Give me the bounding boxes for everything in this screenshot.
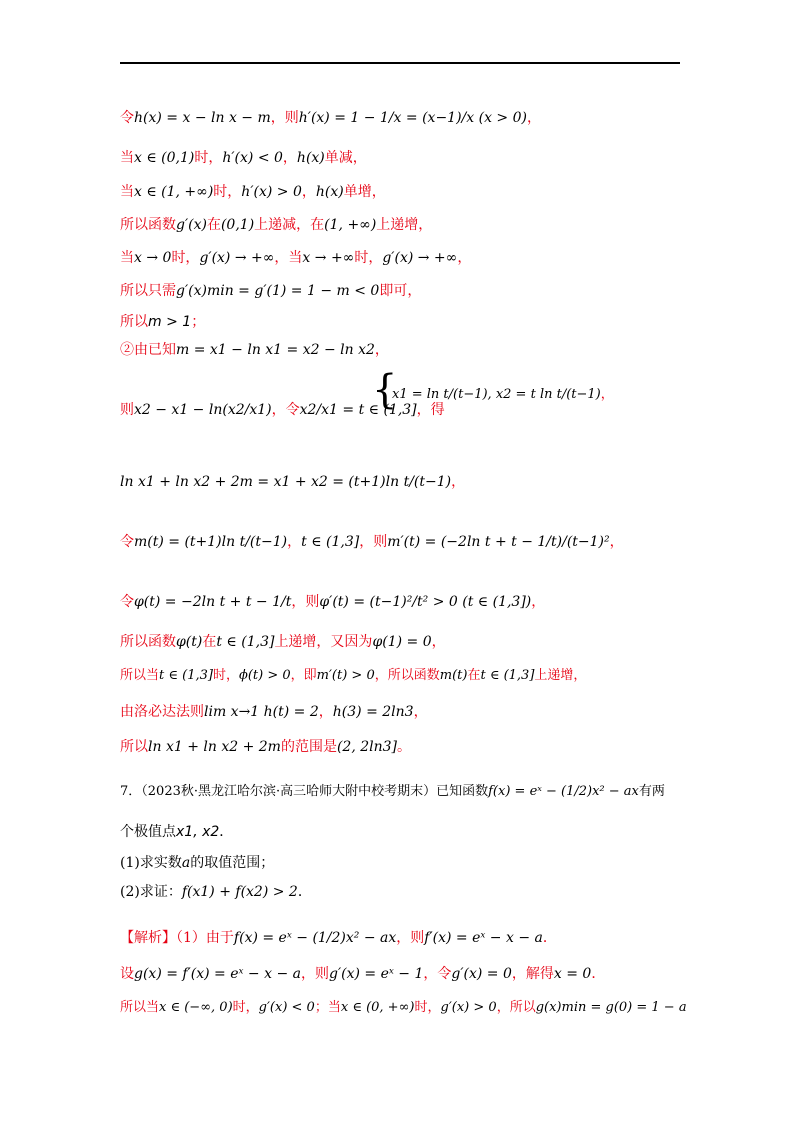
text-segment: ， — [282, 150, 297, 166]
math-expression: x ∈ (−∞, 0) — [159, 1000, 233, 1015]
text-segment: 单减， — [324, 150, 367, 166]
text-segment: ，得 — [416, 402, 445, 418]
math-expression: g′(x)min = g′(1) = 1 − m < 0 — [176, 283, 380, 299]
math-expression: x = 0 — [553, 966, 592, 982]
math-expression: a — [181, 855, 191, 871]
text-segment: ②由已知 — [120, 342, 176, 358]
math-expression: m′(t) > 0 — [316, 668, 375, 683]
math-expression: ln x1 + ln x2 + 2m = x1 + x2 = (t+1)ln t/(t−1) — [120, 474, 452, 490]
math-expression: ln x1 + ln x2 + 2m — [148, 739, 281, 755]
math-expression: x → 0 — [134, 250, 172, 266]
text-segment: 上递减，在 — [254, 217, 325, 233]
text-segment: 上递增， — [534, 668, 587, 683]
math-expression: lim x→1 h(t) = 2 — [204, 704, 319, 720]
text-segment: 。 — [397, 739, 411, 755]
header-rule — [120, 62, 680, 64]
text-segment: 时， — [212, 668, 239, 683]
line-5 — [120, 248, 471, 268]
text-segment: 上递增，又因为 — [274, 634, 373, 650]
line-3 — [120, 182, 386, 202]
text-segment: ，当 — [274, 250, 303, 266]
text-segment: ，令 — [423, 966, 452, 982]
line-15 — [120, 702, 428, 722]
math-expression: φ′(t) = (t−1)²/t² > 0 (t ∈ (1,3]) — [319, 594, 532, 610]
text-segment: (1)求实数 — [120, 855, 182, 871]
math-expression: g′(x) — [176, 217, 207, 233]
text-segment: ，则 — [270, 110, 299, 126]
math-expression: (0,1) — [220, 217, 255, 233]
text-segment: 令 — [120, 594, 134, 610]
text-segment: 时， — [414, 1000, 441, 1015]
text-segment: 所以 — [120, 739, 148, 755]
math-expression: x ∈ (0,1) — [134, 150, 195, 166]
text-segment: 有两 — [638, 784, 665, 799]
line-2 — [120, 148, 367, 168]
text-segment: 的取值范围； — [190, 855, 275, 871]
math-expression: m > 1 — [148, 314, 192, 330]
text-segment: 所以函数 — [120, 634, 176, 650]
text-segment: 由洛必达法则 — [120, 704, 204, 720]
line-11 — [120, 532, 624, 552]
math-expression: h(x) = x − ln x − m — [134, 110, 271, 126]
text-segment: ． — [219, 824, 234, 840]
math-expression: f(x) = eˣ − (1/2)x² − ax — [233, 930, 397, 946]
text-segment: 所以只需 — [120, 283, 176, 299]
math-expression: g′(x) = eˣ − 1 — [328, 966, 424, 982]
math-expression: h′(x) < 0 — [222, 150, 283, 166]
text-segment: 时， — [354, 250, 383, 266]
text-segment: 时， — [171, 250, 200, 266]
text-segment: 当 — [120, 150, 134, 166]
math-expression: h(x) — [296, 150, 325, 166]
math-expression: (2, 2ln3] — [336, 739, 397, 755]
text-segment: 当 — [120, 250, 134, 266]
text-segment: ． — [591, 966, 606, 982]
text-segment: ，则 — [291, 594, 320, 610]
text-segment: ，则 — [396, 930, 425, 946]
text-segment: ． — [542, 930, 557, 946]
text-segment: ， — [609, 534, 624, 550]
text-segment: 时， — [232, 1000, 259, 1015]
text-segment: 当 — [120, 184, 134, 200]
line-18 — [120, 822, 233, 842]
math-expression: x ∈ (1, +∞) — [134, 184, 214, 200]
text-segment: ， — [301, 184, 316, 200]
math-expression: φ(1) = 0 — [372, 634, 432, 650]
text-segment: 上递增， — [376, 217, 433, 233]
line-7 — [120, 312, 205, 332]
text-segment: 所以当 — [120, 1000, 160, 1015]
math-expression: t ∈ (1,3] — [159, 668, 213, 683]
math-expression: t ∈ (1,3] — [480, 668, 535, 683]
solution-line-3 — [120, 998, 687, 1018]
text-segment: 则 — [120, 402, 134, 418]
text-segment: 即可， — [379, 283, 422, 299]
line-6 — [120, 281, 421, 301]
question-part-1 — [120, 853, 274, 873]
text-segment: 单增， — [343, 184, 386, 200]
math-expression: ϕ(t) > 0 — [238, 668, 291, 683]
solution-line-2 — [120, 964, 605, 984]
math-expression: g(x) = f′(x) = eˣ − x − a — [134, 966, 301, 982]
math-expression: g′(x) < 0 — [258, 1000, 315, 1015]
math-expression: x ∈ (0, +∞) — [340, 1000, 415, 1015]
math-expression: x1, x2 — [176, 824, 220, 840]
text-segment: ，所以函数 — [374, 668, 440, 683]
math-expression: x → +∞ — [302, 250, 355, 266]
system-equation-1 — [392, 378, 614, 412]
text-segment: ，则 — [359, 534, 388, 550]
text-segment: (2)求证： — [120, 884, 182, 900]
text-segment: 令 — [120, 534, 134, 550]
math-expression: g′(x) = 0 — [451, 966, 512, 982]
text-segment: 【解析】（1）由于 — [120, 930, 234, 946]
math-expression: φ(t) — [176, 634, 203, 650]
math-expression: f(x1) + f(x2) > 2 — [181, 884, 298, 900]
math-expression: t ∈ (1,3] — [301, 534, 360, 550]
text-segment: ， — [600, 387, 614, 402]
math-expression: m′(t) = (−2ln t + t − 1/t)/(t−1)² — [387, 534, 610, 550]
line-13 — [120, 632, 446, 652]
line-16 — [120, 737, 411, 757]
line-10 — [120, 472, 465, 492]
text-segment: ． — [297, 884, 312, 900]
text-segment: ， — [531, 594, 546, 610]
math-expression: (1, +∞) — [324, 217, 377, 233]
line-12 — [120, 592, 545, 612]
text-segment: ，令 — [271, 402, 300, 418]
math-expression: h′(x) > 0 — [241, 184, 302, 200]
text-segment: ， — [413, 704, 428, 720]
text-segment: 个极值点 — [120, 824, 176, 840]
text-segment: ，所以 — [496, 1000, 536, 1015]
math-expression: x2/x1 = t ∈ (1,3] — [299, 402, 417, 418]
text-segment: ； — [191, 314, 206, 330]
math-expression: φ(t) = −2ln t + t − 1/t — [134, 594, 292, 610]
line-1 — [120, 108, 541, 128]
math-expression: g′(x) → +∞ — [199, 250, 275, 266]
math-expression: m(t) — [439, 668, 468, 683]
text-segment: 在 — [202, 634, 217, 650]
text-segment: 所以函数 — [120, 217, 176, 233]
math-expression: h′(x) = 1 − 1/x = (x−1)/x (x > 0) — [298, 110, 527, 126]
line-4 — [120, 215, 432, 235]
question-part-2 — [120, 882, 312, 902]
math-expression: g′(x) → +∞ — [382, 250, 458, 266]
text-segment: 在 — [206, 217, 221, 233]
text-segment: 7．（2023秋·黑龙江哈尔滨·高三哈师大附中校考期末）已知函数 — [120, 784, 489, 799]
text-segment: ， — [318, 704, 333, 720]
math-expression: x2 − x1 − ln(x2/x1) — [134, 402, 272, 418]
text-segment: ， — [374, 342, 389, 358]
text-segment: 令 — [120, 110, 134, 126]
text-segment: ， — [457, 250, 472, 266]
text-segment: ，即 — [290, 668, 317, 683]
text-segment: 所以 — [120, 314, 148, 330]
math-expression: t ∈ (1,3] — [216, 634, 275, 650]
solution-line-1 — [120, 928, 557, 948]
text-segment: ， — [287, 534, 302, 550]
math-expression: h(x) — [315, 184, 344, 200]
text-segment: ， — [431, 634, 446, 650]
text-segment: ；当 — [314, 1000, 341, 1015]
math-expression: m = x1 − ln x1 = x2 − ln x2 — [176, 342, 375, 358]
line-8 — [120, 340, 389, 360]
text-segment: 在 — [467, 668, 481, 683]
text-segment: 设 — [120, 966, 134, 982]
math-expression: g′(x) > 0 — [440, 1000, 497, 1015]
text-segment: 所以当 — [120, 668, 160, 683]
math-expression: m(t) = (t+1)ln t/(t−1) — [134, 534, 288, 550]
math-expression: f(x) = eˣ − (1/2)x² − ax — [488, 784, 639, 799]
question-7-stem — [120, 782, 665, 802]
math-expression: g(x)min = g(0) = 1 − a — [535, 1000, 687, 1015]
math-expression: x1 = ln t/(t−1), x2 = t ln t/(t−1) — [392, 387, 601, 402]
text-segment: 时， — [194, 150, 223, 166]
text-segment: 时， — [213, 184, 242, 200]
left-brace-icon: { — [372, 367, 398, 413]
math-expression: h(3) = 2ln3 — [332, 704, 414, 720]
text-segment: 的范围是 — [280, 739, 337, 755]
text-segment: ， — [526, 110, 541, 126]
line-14 — [120, 666, 586, 686]
text-segment: ， — [451, 474, 466, 490]
math-expression: f′(x) = eˣ − x − a — [424, 930, 543, 946]
text-segment: ，解得 — [511, 966, 554, 982]
text-segment: ，则 — [300, 966, 329, 982]
